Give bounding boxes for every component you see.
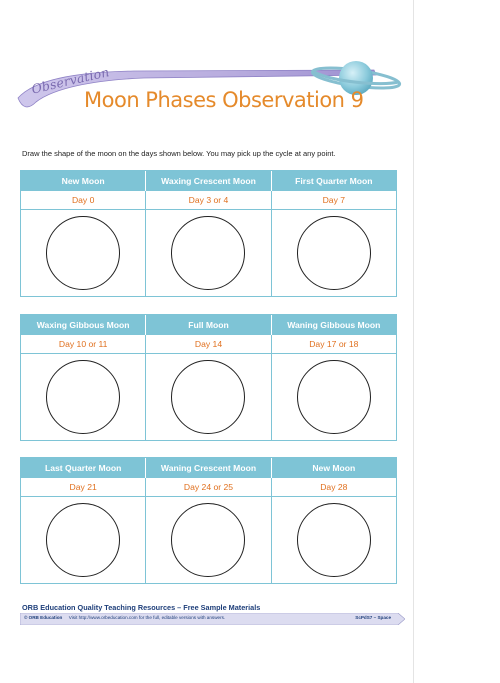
day-label: Day 24 or 25: [146, 478, 271, 496]
phase-header-row: [21, 315, 396, 335]
drawing-cell[interactable]: [21, 497, 146, 583]
phase-label: Waxing Crescent Moon: [146, 171, 271, 191]
day-label: Day 0: [21, 191, 146, 209]
moon-phase-block-3: [20, 457, 397, 584]
drawing-cell[interactable]: [272, 210, 396, 296]
moon-drawing-circle[interactable]: [171, 503, 245, 577]
moon-drawing-circle[interactable]: [46, 360, 120, 434]
drawing-row: [21, 354, 396, 440]
footer-code: ScPdS7 – Space: [355, 615, 391, 620]
phase-label: Waning Gibbous Moon: [287, 320, 381, 330]
day-label: Day 7: [322, 195, 346, 205]
drawing-cell[interactable]: [272, 354, 396, 440]
observation-badge-label: Observation: [30, 64, 111, 97]
drawing-cell[interactable]: [21, 354, 146, 440]
moon-drawing-circle[interactable]: [297, 503, 371, 577]
day-row: [21, 191, 396, 210]
footer-copyright-label: © ORB Education: [24, 615, 63, 620]
day-label: Day 10 or 11: [21, 335, 146, 353]
moon-drawing-circle[interactable]: [171, 360, 245, 434]
phase-label: New Moon: [312, 463, 356, 473]
moon-drawing-circle[interactable]: [46, 503, 120, 577]
footer-visit-link[interactable]: Visit http://www.orbeducation.com for the full, editable versions with answers.: [68, 615, 226, 620]
footer-copyright: [24, 615, 225, 620]
day-label: Day 14: [146, 335, 271, 353]
drawing-cell[interactable]: [272, 497, 396, 583]
moon-phase-block-1: [20, 170, 397, 297]
moon-drawing-circle[interactable]: [297, 216, 371, 290]
phase-label: Waning Crescent Moon: [146, 458, 271, 478]
day-label: Day 17 or 18: [309, 339, 359, 349]
phase-label: Last Quarter Moon: [21, 458, 146, 478]
page-title: Moon Phases Observation 9: [84, 88, 364, 112]
phase-label: Waxing Gibbous Moon: [21, 315, 146, 335]
phase-label: Full Moon: [146, 315, 271, 335]
drawing-row: [21, 210, 396, 296]
moon-drawing-circle[interactable]: [297, 360, 371, 434]
day-label: Day 3 or 4: [146, 191, 271, 209]
drawing-cell[interactable]: [146, 497, 271, 583]
drawing-cell[interactable]: [21, 210, 146, 296]
drawing-cell[interactable]: [146, 354, 271, 440]
moon-drawing-circle[interactable]: [171, 216, 245, 290]
moon-phase-block-2: [20, 314, 397, 441]
instructions-text: Draw the shape of the moon on the days shown below. You may pick up the cycle at any point.: [22, 149, 336, 158]
day-label: Day 21: [21, 478, 146, 496]
footer-bar: [20, 613, 405, 625]
drawing-cell[interactable]: [146, 210, 271, 296]
moon-drawing-circle[interactable]: [46, 216, 120, 290]
drawing-row: [21, 497, 396, 583]
phase-label: First Quarter Moon: [295, 176, 373, 186]
phase-label: New Moon: [21, 171, 146, 191]
phase-header-row: [21, 171, 396, 191]
day-row: [21, 478, 396, 497]
day-row: [21, 335, 396, 354]
day-label: Day 28: [320, 482, 348, 492]
footer-title: ORB Education Quality Teaching Resources – Free Sample Materials: [22, 603, 261, 612]
phase-header-row: [21, 458, 396, 478]
